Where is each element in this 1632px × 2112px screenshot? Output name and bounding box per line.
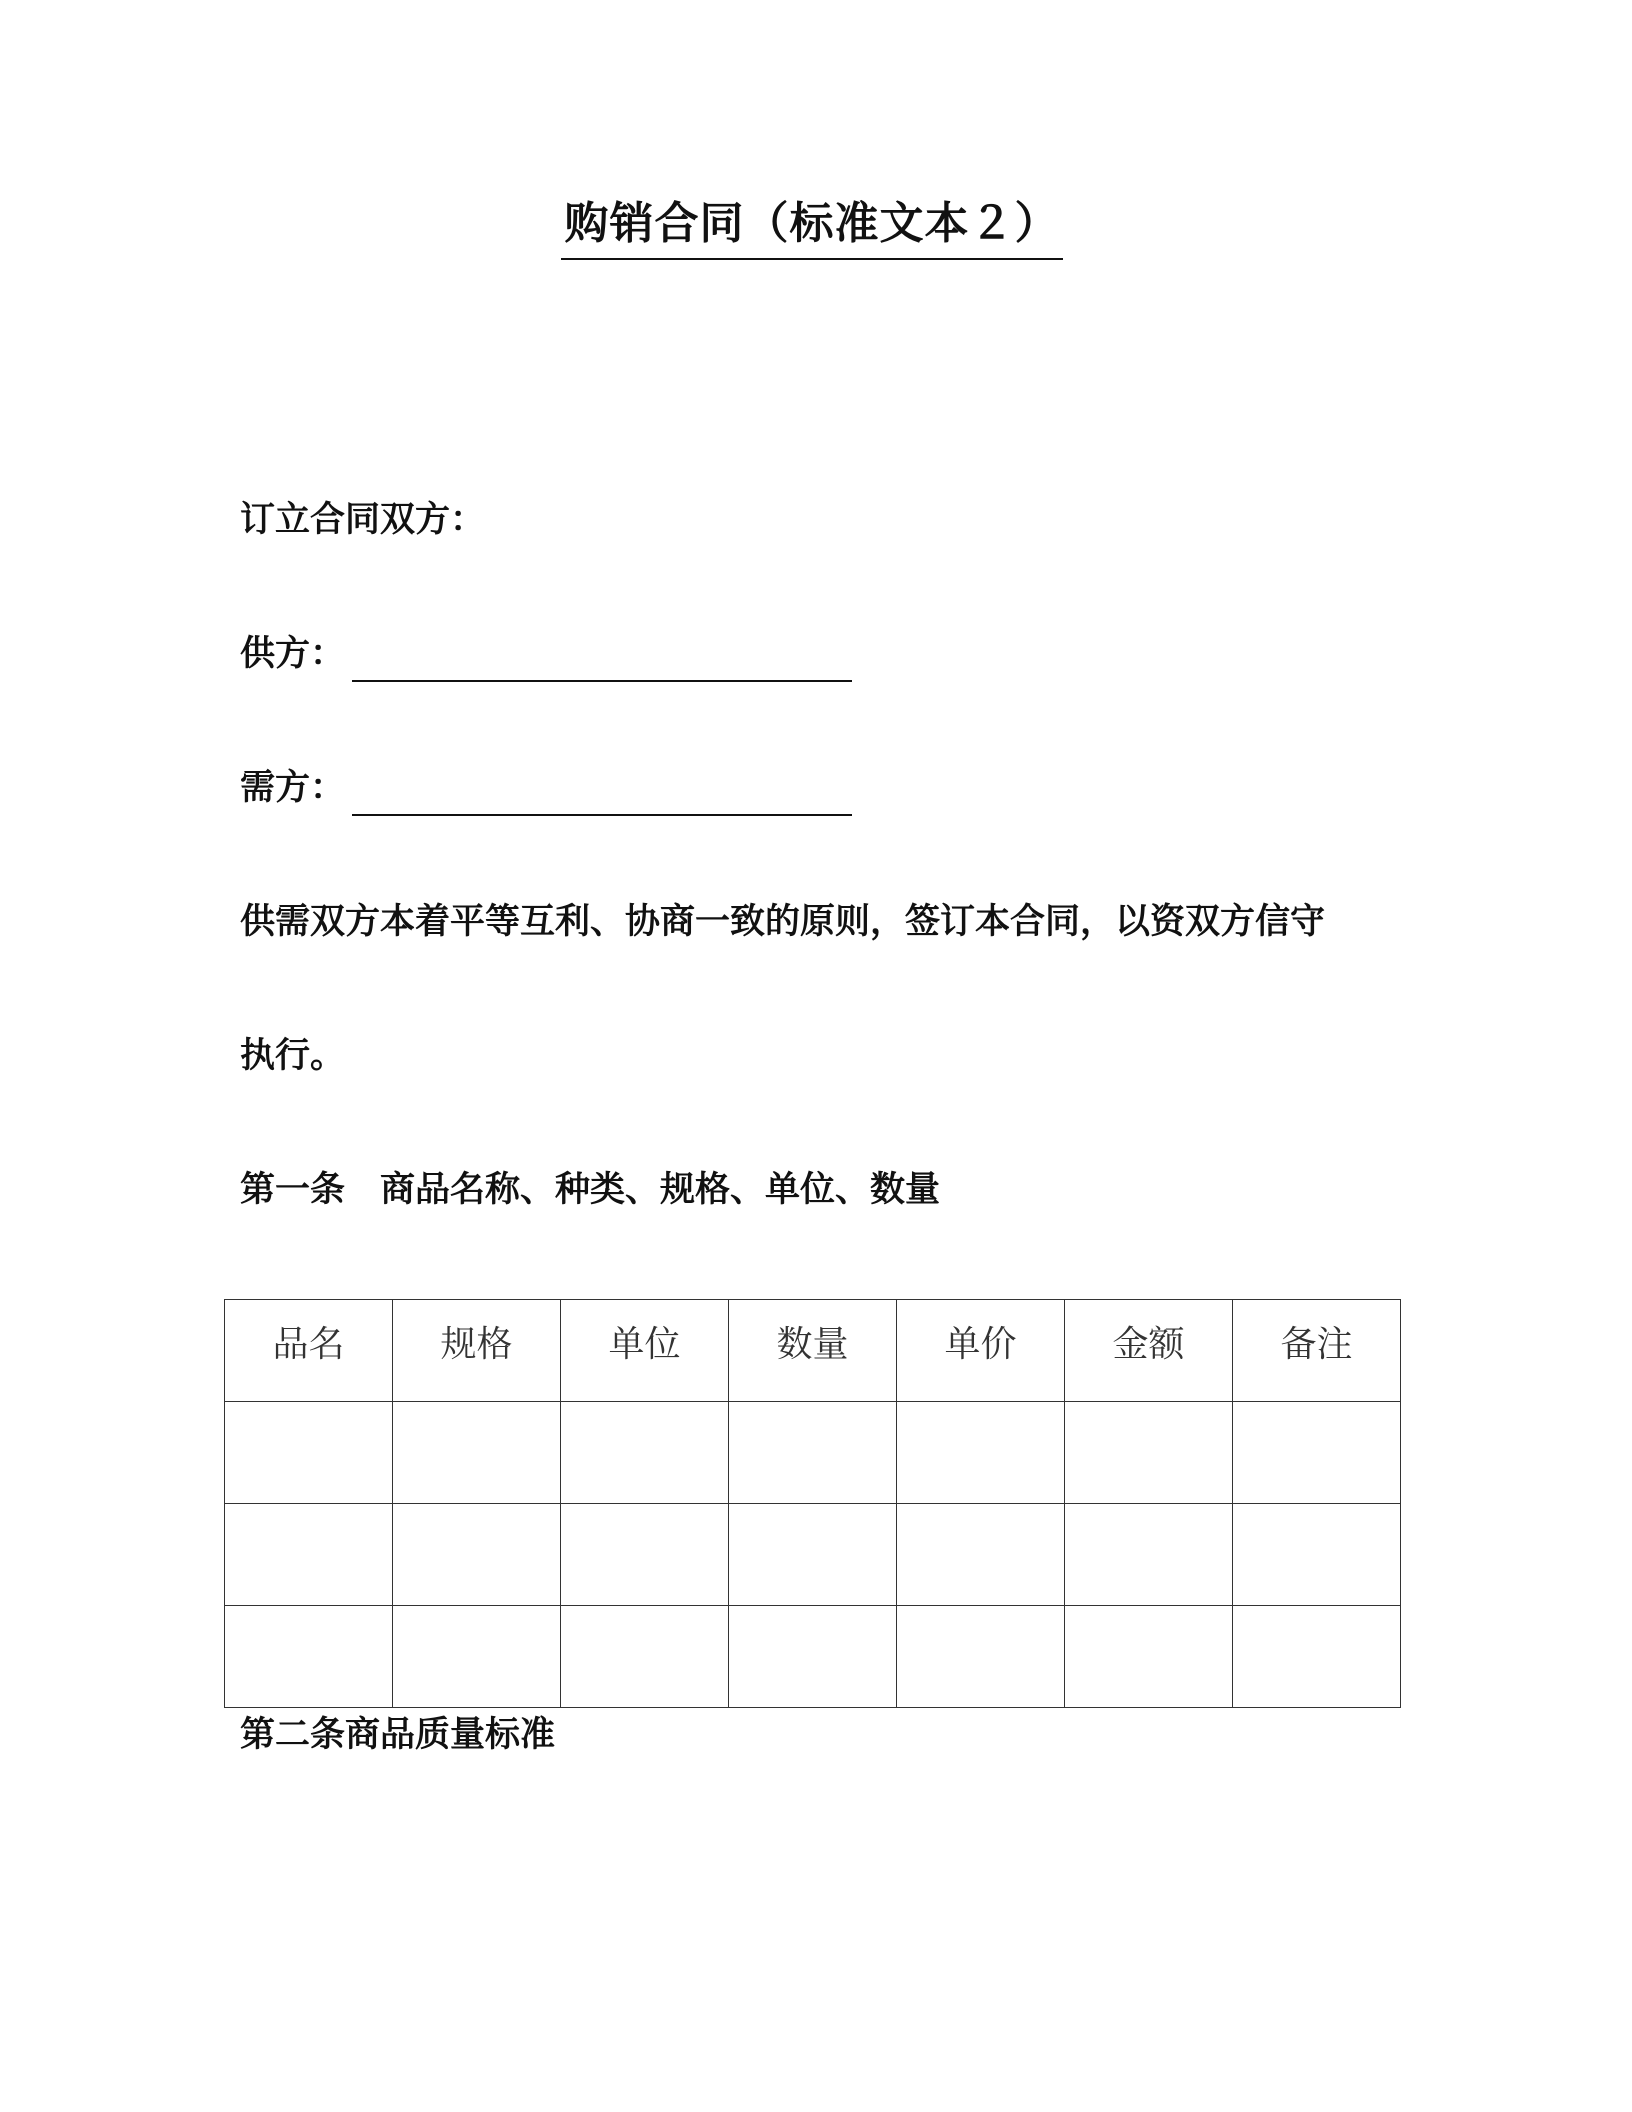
table-row [225,1606,1401,1708]
buyer-label: 需方： [240,768,346,808]
document-title: 购销合同（标准文本２） [561,194,1063,260]
table-cell [1065,1504,1233,1606]
goods-table-header-quantity: 数量 [729,1300,897,1402]
table-row [225,1402,1401,1504]
intro-paragraph-line-2: 执行。 [240,1036,346,1076]
table-cell [897,1504,1065,1606]
table-cell [1065,1606,1233,1708]
table-cell [393,1504,561,1606]
table-cell [729,1606,897,1708]
table-cell [1065,1402,1233,1504]
table-cell [393,1402,561,1504]
table-cell [225,1606,393,1708]
supplier-label: 供方： [240,634,346,674]
table-cell [393,1606,561,1708]
article-1-heading: 第一条 商品名称、种类、规格、单位、数量 [240,1170,941,1210]
buyer-blank-line [352,814,852,816]
intro-paragraph-line-1: 供需双方本着平等互利、协商一致的原则，签订本合同，以资双方信守 [240,902,1326,942]
table-cell [897,1606,1065,1708]
goods-table-header-row [225,1300,1401,1402]
table-cell [1233,1606,1401,1708]
article-2-heading: 第二条商品质量标准 [240,1715,556,1755]
supplier-blank-line [352,680,852,682]
table-cell [729,1504,897,1606]
goods-table [224,1299,1401,1708]
goods-table-header-spec: 规格 [393,1300,561,1402]
parties-heading: 订立合同双方： [240,500,486,540]
table-cell [729,1402,897,1504]
goods-table-header-unit: 单位 [561,1300,729,1402]
goods-table-header-unit-price: 单价 [897,1300,1065,1402]
goods-table-header-name: 品名 [225,1300,393,1402]
table-cell [561,1402,729,1504]
table-cell [1233,1402,1401,1504]
table-cell [561,1504,729,1606]
table-cell [561,1606,729,1708]
table-cell [1233,1504,1401,1606]
table-cell [225,1402,393,1504]
goods-table-header-amount: 金额 [1065,1300,1233,1402]
goods-table-header-remarks: 备注 [1233,1300,1401,1402]
table-cell [897,1402,1065,1504]
table-row [225,1504,1401,1606]
table-cell [225,1504,393,1606]
